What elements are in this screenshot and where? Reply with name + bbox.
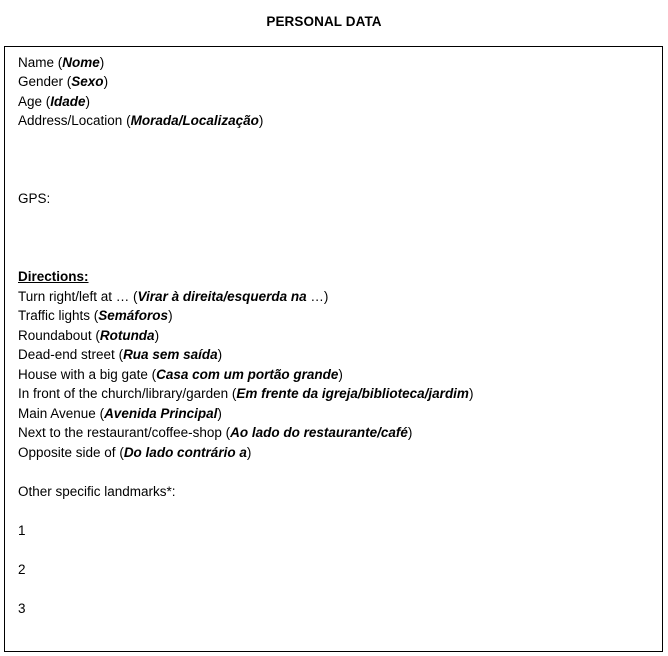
field-address-label: Address/Location [18, 113, 123, 128]
field-name-label: Name [18, 55, 55, 70]
direction-item-translation: Avenida Principal [104, 406, 218, 421]
direction-item-translation: Do lado contrário a [123, 445, 247, 460]
field-age-translation: Idade [50, 94, 86, 109]
field-gender-label: Gender [18, 74, 64, 89]
direction-item-translation: Virar à direita/esquerda na [137, 289, 307, 304]
direction-item: Roundabout (Rotunda) [18, 328, 160, 343]
direction-item-label: Next to the restaurant/coffee-shop [18, 425, 222, 440]
field-gps: GPS: [18, 191, 51, 206]
direction-item-translation: Semáforos [98, 308, 169, 323]
landmark-number: 2 [18, 562, 26, 577]
landmark-number: 1 [18, 523, 26, 538]
direction-item-label: Traffic lights [18, 308, 91, 323]
direction-item-suffix: … [306, 289, 324, 304]
field-name-translation: Nome [62, 55, 100, 70]
personal-data-form [4, 46, 663, 652]
directions-heading: Directions: [18, 269, 89, 284]
direction-item: Next to the restaurant/coffee-shop (Ao lado do restaurante/café) [18, 425, 413, 440]
direction-item-translation: Rua sem saída [123, 347, 218, 362]
field-address: Address/Location (Morada/Localização) [18, 113, 264, 128]
direction-item-label: Roundabout [18, 328, 92, 343]
direction-item-translation: Ao lado do restaurante/café [230, 425, 408, 440]
direction-item-label: Turn right/left at … [18, 289, 134, 304]
direction-item: In front of the church/library/garden (Em frente da igreja/biblioteca/jardim) [18, 386, 474, 401]
direction-item: Traffic lights (Semáforos) [18, 308, 173, 323]
field-address-translation: Morada/Localização [130, 113, 259, 128]
direction-item-translation: Em frente da igreja/biblioteca/jardim [236, 386, 469, 401]
direction-item-label: Opposite side of [18, 445, 116, 460]
direction-item-label: Dead-end street [18, 347, 115, 362]
direction-item-translation: Rotunda [99, 328, 155, 343]
field-name: Name (Nome) [18, 55, 105, 70]
field-age: Age (Idade) [18, 94, 91, 109]
direction-item: House with a big gate (Casa com um portão grande) [18, 367, 343, 382]
field-gender-translation: Sexo [71, 74, 104, 89]
direction-item-label: Main Avenue [18, 406, 96, 421]
direction-item-translation: Casa com um portão grande [156, 367, 339, 382]
direction-item: Turn right/left at … (Virar à direita/esquerda na …) [18, 289, 329, 304]
landmark-number: 3 [18, 601, 26, 616]
direction-item: Opposite side of (Do lado contrário a) [18, 445, 252, 460]
direction-item: Dead-end street (Rua sem saída) [18, 347, 223, 362]
field-age-label: Age [18, 94, 43, 109]
direction-item-label: House with a big gate [18, 367, 148, 382]
field-gender: Gender (Sexo) [18, 74, 109, 89]
direction-item-label: In front of the church/library/garden [18, 386, 229, 401]
direction-item: Main Avenue (Avenida Principal) [18, 406, 222, 421]
page-title: PERSONAL DATA [266, 14, 382, 29]
landmarks-label: Other specific landmarks*: [18, 484, 176, 499]
